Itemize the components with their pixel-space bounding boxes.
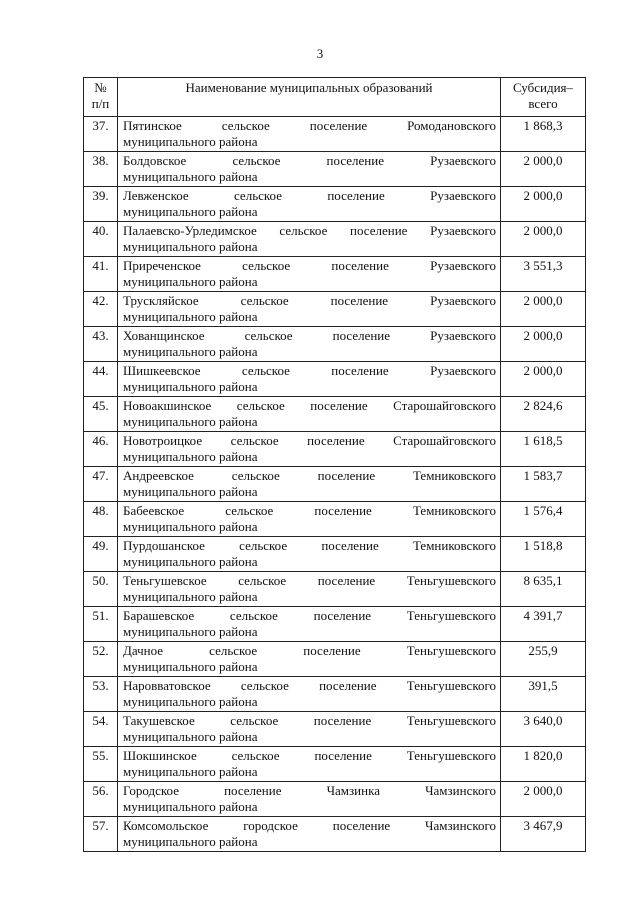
row-number: 42. [84, 292, 118, 327]
municipality-name-line2: муниципального района [123, 519, 258, 534]
row-number: 43. [84, 327, 118, 362]
municipality-name-line2: муниципального района [123, 414, 258, 429]
municipality-name [118, 257, 501, 292]
municipality-name-line1: Болдовское сельское поселение Рузаевского [123, 153, 496, 168]
municipality-name-line2: муниципального района [123, 239, 258, 254]
row-number: 54. [84, 712, 118, 747]
municipality-name-line2: муниципального района [123, 169, 258, 184]
row-number: 44. [84, 362, 118, 397]
municipality-name-line1: Такушевское сельское поселение Теньгушевского [123, 713, 496, 728]
row-number: 52. [84, 642, 118, 677]
municipality-name-line1: Палаевско-Урледимское сельское поселение Рузаевского [123, 223, 496, 238]
municipality-name-line2: муниципального района [123, 659, 258, 674]
municipality-name-line1: Наровватовское сельское поселение Теньгушевского [123, 678, 496, 693]
municipality-name-line2: муниципального района [123, 764, 258, 779]
page-number: 3 [316, 46, 324, 61]
row-number: 47. [84, 467, 118, 502]
table-row [84, 117, 586, 152]
header-sum-line1: Субсидия– [512, 80, 574, 95]
municipality-name [118, 677, 501, 712]
row-number: 50. [84, 572, 118, 607]
municipality-name-line2: муниципального района [123, 449, 258, 464]
table-row [84, 782, 586, 817]
header-number-line2: п/п [91, 96, 110, 111]
municipality-name-line2: муниципального района [123, 694, 258, 709]
row-number: 46. [84, 432, 118, 467]
subsidy-amount: 1 583,7 [501, 467, 586, 502]
municipality-name [118, 502, 501, 537]
subsidy-amount: 1 618,5 [501, 432, 586, 467]
municipality-name-line1: Барашевское сельское поселение Теньгушевского [123, 608, 496, 623]
municipality-name [118, 362, 501, 397]
municipality-name [118, 432, 501, 467]
subsidy-amount: 2 000,0 [501, 152, 586, 187]
table-row [84, 432, 586, 467]
table-header-row [84, 78, 586, 117]
table-row [84, 152, 586, 187]
table-row [84, 257, 586, 292]
municipality-name-line2: муниципального района [123, 799, 258, 814]
table-row [84, 817, 586, 852]
subsidy-amount: 2 000,0 [501, 327, 586, 362]
municipality-name [118, 222, 501, 257]
subsidy-amount: 2 000,0 [501, 187, 586, 222]
table-row [84, 712, 586, 747]
subsidy-amount: 4 391,7 [501, 607, 586, 642]
subsidy-amount: 1 518,8 [501, 537, 586, 572]
municipality-name-line1: Дачное сельское поселение Теньгушевского [123, 643, 496, 658]
municipality-name-line1: Комсомольское городское поселение Чамзинского [123, 818, 496, 833]
header-number-line1: № [94, 80, 107, 95]
municipality-name [118, 817, 501, 852]
municipality-name-line2: муниципального района [123, 834, 258, 849]
municipality-name-line1: Теньгушевское сельское поселение Теньгушевского [123, 573, 496, 588]
municipality-name [118, 782, 501, 817]
table-row [84, 327, 586, 362]
row-number: 56. [84, 782, 118, 817]
subsidy-amount: 8 635,1 [501, 572, 586, 607]
municipality-name-line1: Пятинское сельское поселение Ромодановского [123, 118, 496, 133]
table-body [84, 117, 586, 852]
municipality-name-line1: Трускляйское сельское поселение Рузаевского [123, 293, 496, 308]
header-number [84, 78, 118, 117]
municipality-name-line1: Городское поселение Чамзинка Чамзинского [123, 783, 496, 798]
row-number: 49. [84, 537, 118, 572]
municipality-name [118, 747, 501, 782]
subsidy-amount: 391,5 [501, 677, 586, 712]
table-row [84, 572, 586, 607]
subsidy-amount: 3 640,0 [501, 712, 586, 747]
table-row [84, 607, 586, 642]
subsidy-table [83, 77, 586, 852]
subsidy-amount: 2 000,0 [501, 782, 586, 817]
municipality-name [118, 712, 501, 747]
municipality-name-line1: Пурдошанское сельское поселение Темниковского [123, 538, 496, 553]
row-number: 38. [84, 152, 118, 187]
municipality-name-line1: Новоакшинское сельское поселение Старошайговского [123, 398, 496, 413]
municipality-name-line1: Левженское сельское поселение Рузаевского [123, 188, 496, 203]
municipality-name-line1: Шишкеевское сельское поселение Рузаевского [123, 363, 496, 378]
municipality-name [118, 187, 501, 222]
municipality-name-line2: муниципального района [123, 344, 258, 359]
table-row [84, 467, 586, 502]
subsidy-amount: 3 551,3 [501, 257, 586, 292]
municipality-name [118, 572, 501, 607]
subsidy-amount: 1 820,0 [501, 747, 586, 782]
row-number: 55. [84, 747, 118, 782]
municipality-name-line2: муниципального района [123, 134, 258, 149]
table-row [84, 537, 586, 572]
table-row [84, 187, 586, 222]
municipality-name-line2: муниципального района [123, 589, 258, 604]
municipality-name-line2: муниципального района [123, 624, 258, 639]
subsidy-amount: 2 000,0 [501, 222, 586, 257]
municipality-name [118, 397, 501, 432]
header-sum [501, 78, 586, 117]
row-number: 37. [84, 117, 118, 152]
subsidy-amount: 3 467,9 [501, 817, 586, 852]
table-row [84, 397, 586, 432]
municipality-name-line2: муниципального района [123, 554, 258, 569]
municipality-name-line1: Андреевское сельское поселение Темниковского [123, 468, 496, 483]
row-number: 48. [84, 502, 118, 537]
table-row [84, 222, 586, 257]
municipality-name-line1: Шокшинское сельское поселение Теньгушевского [123, 748, 496, 763]
municipality-name [118, 467, 501, 502]
municipality-name-line2: муниципального района [123, 204, 258, 219]
municipality-name-line1: Новотроицкое сельское поселение Старошайговского [123, 433, 496, 448]
row-number: 51. [84, 607, 118, 642]
table-row [84, 292, 586, 327]
header-name: Наименование муниципальных образований [118, 78, 501, 117]
row-number: 45. [84, 397, 118, 432]
municipality-name-line2: муниципального района [123, 379, 258, 394]
municipality-name-line1: Хованщинское сельское поселение Рузаевского [123, 328, 496, 343]
row-number: 57. [84, 817, 118, 852]
municipality-name [118, 117, 501, 152]
municipality-name-line2: муниципального района [123, 309, 258, 324]
municipality-name-line1: Приреченское сельское поселение Рузаевского [123, 258, 496, 273]
municipality-name-line2: муниципального района [123, 484, 258, 499]
municipality-name [118, 537, 501, 572]
municipality-name-line1: Бабеевское сельское поселение Темниковского [123, 503, 496, 518]
subsidy-amount: 255,9 [501, 642, 586, 677]
table-row [84, 362, 586, 397]
subsidy-amount: 1 576,4 [501, 502, 586, 537]
municipality-name [118, 292, 501, 327]
municipality-name-line2: муниципального района [123, 274, 258, 289]
municipality-name [118, 642, 501, 677]
row-number: 53. [84, 677, 118, 712]
municipality-name [118, 152, 501, 187]
municipality-name [118, 607, 501, 642]
table-row [84, 677, 586, 712]
table-row [84, 642, 586, 677]
header-sum-line2: всего [528, 96, 558, 111]
subsidy-amount: 2 000,0 [501, 362, 586, 397]
municipality-name [118, 327, 501, 362]
table-row [84, 502, 586, 537]
row-number: 39. [84, 187, 118, 222]
subsidy-amount: 2 000,0 [501, 292, 586, 327]
row-number: 41. [84, 257, 118, 292]
row-number: 40. [84, 222, 118, 257]
subsidy-amount: 1 868,3 [501, 117, 586, 152]
municipality-name-line2: муниципального района [123, 729, 258, 744]
table-row [84, 747, 586, 782]
subsidy-amount: 2 824,6 [501, 397, 586, 432]
